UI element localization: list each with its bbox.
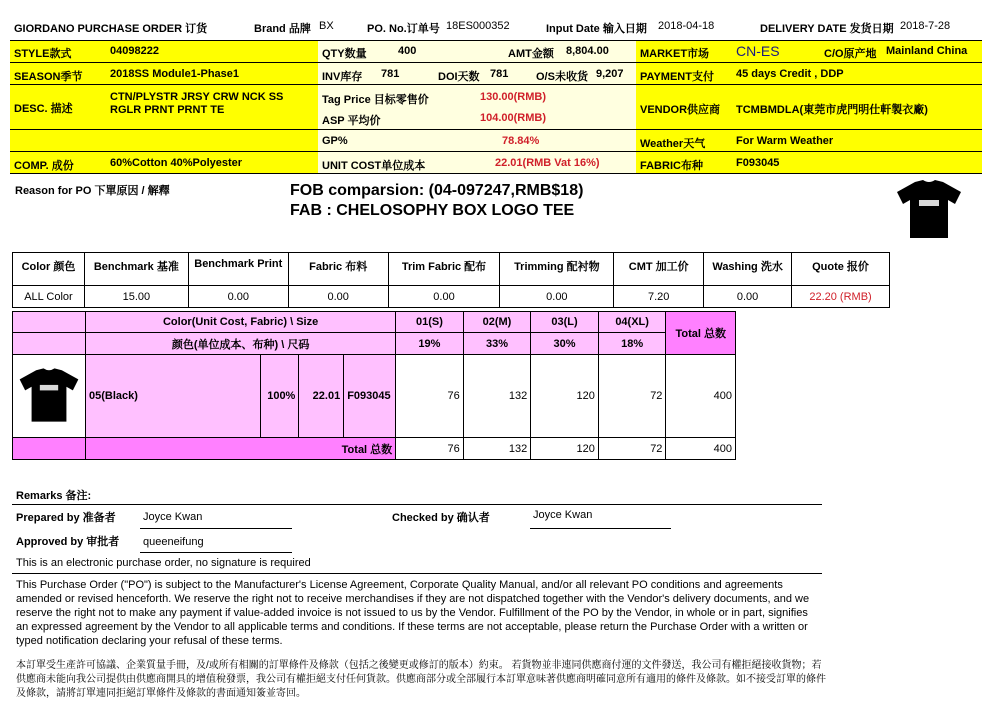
brand-value: BX — [319, 20, 334, 32]
market-value: CN-ES — [736, 43, 780, 59]
brand-label: Brand 品牌 — [254, 23, 311, 35]
terms-divider — [12, 573, 822, 574]
col-cmt: CMT 加工价 — [614, 253, 704, 286]
product-tshirt-icon — [893, 178, 965, 240]
market-label: MARKET市场 — [640, 48, 710, 60]
payment-value: 45 days Credit , DDP — [736, 68, 844, 80]
total-blank — [13, 438, 86, 460]
row-pct: 100% — [261, 355, 299, 438]
origin-label: C/O原产地 — [824, 48, 877, 60]
gp-label: GP% — [322, 135, 348, 147]
approved-by-underline — [140, 552, 292, 553]
desc-label: DESC. 描述 — [14, 103, 73, 115]
col-quote: Quote 报价 — [792, 253, 890, 286]
order-info-grid — [10, 40, 982, 174]
qty-value: 400 — [398, 45, 417, 57]
weather-label: Weather天气 — [640, 138, 706, 150]
origin-value: Mainland China — [886, 45, 968, 57]
row-qty-l: 120 — [531, 355, 599, 438]
size-header-row — [13, 312, 736, 333]
os-value: 9,207 — [596, 68, 624, 80]
delivery-date-label: DELIVERY DATE 发货日期 — [760, 23, 894, 35]
checked-by-underline — [530, 528, 671, 529]
col-benchmark-print: Benchmark Print — [188, 253, 288, 286]
cell-quote: 22.20 (RMB) — [792, 286, 890, 308]
comp-value: 60%Cotton 40%Polyester — [110, 157, 243, 169]
col-fabric: Fabric 布料 — [288, 253, 388, 286]
total-qty-s: 76 — [396, 438, 464, 460]
size-header-cn: 颜色(单位成本、布种) \ 尺码 — [86, 333, 396, 355]
desc-value: CTN/PLYSTR JRSY CRW NCK SS RGLR PRNT PRNT TE — [110, 91, 284, 116]
total-qty-xl: 72 — [598, 438, 666, 460]
inv-row — [318, 63, 636, 85]
asp-value: 104.00(RMB) — [480, 112, 547, 124]
unit-cost-value: 22.01(RMB Vat 16%) — [495, 157, 600, 169]
col-washing: Washing 洗水 — [704, 253, 792, 286]
unit-cost-row — [318, 152, 636, 174]
remarks-label: Remarks 备注: — [16, 490, 92, 502]
cost-breakdown-table — [12, 252, 890, 308]
os-label: O/S未收货 — [536, 71, 588, 83]
info-right-column — [636, 41, 982, 173]
vendor-row — [636, 85, 982, 130]
tag-price-label: Tag Price 目标零售价 — [322, 94, 429, 106]
info-middle-column — [318, 41, 636, 173]
size-l: 03(L) — [531, 312, 599, 333]
row-fabric: F093045 — [344, 355, 396, 438]
comp-label: COMP. 成份 — [14, 160, 74, 172]
comp-row — [10, 152, 318, 174]
black-tshirt-icon — [16, 365, 82, 425]
reason-label: Reason for PO 下單原因 / 解釋 — [15, 185, 170, 197]
row-qty-xl: 72 — [598, 355, 666, 438]
cell-color: ALL Color — [13, 286, 85, 308]
unit-cost-label: UNIT COST单位成本 — [322, 160, 426, 172]
season-row — [10, 63, 318, 85]
row-total: 400 — [666, 355, 736, 438]
blank-row — [10, 130, 318, 152]
total-qty-m: 132 — [463, 438, 531, 460]
size-s: 01(S) — [396, 312, 464, 333]
size-xl: 04(XL) — [598, 312, 666, 333]
size-m: 02(M) — [463, 312, 531, 333]
terms-chinese: 本訂單受生產許可協議、企業質量手冊，及/或所有相關的訂單條件及條款（包括之後變更或修訂的版本）約束。 若貨物並非連同供應商付運的文件發送，我公司有權拒絕接收貨物；若供應商未能向我公司提供由供應商開具的增值稅發票，我公司有權拒絕支付任何貨款。供應商部分或全部履行本訂單意味著供應商明確同意所有適用的條件及條款。如不接受訂單的條件及條款，請將訂單連同拒絕訂單條件及條款的書面通知簽並寄回。 — [16, 660, 826, 699]
season-label: SEASON季节 — [14, 71, 83, 83]
cost-value-row — [13, 286, 890, 308]
grand-total: 400 — [666, 438, 736, 460]
weather-row — [636, 130, 982, 152]
size-header-en: Color(Unit Cost, Fabric) \ Size — [86, 312, 396, 333]
input-date-label: Input Date 输入日期 — [546, 23, 647, 35]
prepared-by-value: Joyce Kwan — [143, 511, 203, 523]
size-header-blank — [13, 312, 86, 333]
col-benchmark: Benchmark 基准 — [84, 253, 188, 286]
col-color: Color 颜色 — [13, 253, 85, 286]
tag-price-value: 130.00(RMB) — [480, 91, 547, 103]
amt-label: AMT金额 — [508, 48, 554, 60]
total-qty-l: 120 — [531, 438, 599, 460]
weather-value: For Warm Weather — [736, 135, 834, 147]
inv-label: INV库存 — [322, 71, 363, 83]
cell-washing: 0.00 — [704, 286, 792, 308]
price-row — [318, 85, 636, 130]
electronic-po-note: This is an electronic purchase order, no signature is required — [16, 557, 311, 569]
prepared-by-label: Prepared by 准备者 — [16, 512, 116, 524]
style-value: 04098222 — [110, 45, 159, 57]
qty-label: QTY数量 — [322, 48, 367, 60]
ratio-m: 33% — [463, 333, 531, 355]
info-left-column — [10, 41, 318, 173]
gp-value: 78.84% — [502, 135, 540, 147]
approved-by-label: Approved by 审批者 — [16, 536, 120, 548]
doi-label: DOI天数 — [438, 71, 480, 83]
po-number-label: PO. No.订单号 — [367, 23, 440, 35]
style-row — [10, 41, 318, 63]
season-value: 2018SS Module1-Phase1 — [110, 68, 240, 80]
reason-text — [290, 181, 583, 221]
style-label: STYLE款式 — [14, 48, 72, 60]
desc-row — [10, 85, 318, 130]
row-color: 05(Black) — [86, 355, 261, 438]
payment-label: PAYMENT支付 — [640, 71, 714, 83]
input-date-value: 2018-04-18 — [658, 20, 715, 32]
row-thumbnail — [13, 355, 86, 438]
cell-trimming: 0.00 — [500, 286, 614, 308]
fabric-label: FABRIC布种 — [640, 160, 703, 172]
cell-benchmark-print: 0.00 — [188, 286, 288, 308]
cell-trim-fabric: 0.00 — [388, 286, 500, 308]
fabric-row — [636, 152, 982, 174]
inv-value: 781 — [381, 68, 400, 80]
ratio-s: 19% — [396, 333, 464, 355]
vendor-value: TCMBMDLA(東莞市虎門明仕軒製衣廠) — [736, 104, 928, 116]
qty-row — [318, 41, 636, 63]
cost-header-row — [13, 253, 890, 286]
ratio-xl: 18% — [598, 333, 666, 355]
delivery-date-value: 2018-7-28 — [900, 20, 951, 32]
market-row — [636, 41, 982, 63]
doi-value: 781 — [490, 68, 509, 80]
fabric-value: F093045 — [736, 157, 780, 169]
cell-fabric: 0.00 — [288, 286, 388, 308]
row-qty-m: 132 — [463, 355, 531, 438]
approved-by-value: queeneifung — [143, 536, 204, 548]
size-breakdown-table — [12, 311, 736, 460]
po-number-value: 18ES000352 — [446, 20, 510, 32]
col-trimming: Trimming 配衬物 — [500, 253, 614, 286]
row-unit-cost: 22.01 — [299, 355, 344, 438]
cell-benchmark: 15.00 — [84, 286, 188, 308]
terms-english: This Purchase Order ("PO") is subject to the Manufacturer's License Agreement, Corporate Quality Manual, and/or all relevant PO conditions and agreements amended or revised henceforth. We reserve the right not to receive merchandises if they are not dispatched together with the Vendor's delivery documents, and we reserve the right not to make any payment if value-added invoice is not issued to us by the Vendor. Fulfillment of the PO by the Vendor, in whole or in part, signifies an expressed agreement by the Vendor to all applicable terms and conditions. If these terms are not acceptable, please return the Purchase Order with a written or typed notification declaring your refusal of these terms. — [16, 579, 810, 647]
fab-description: FAB : CHELOSOPHY BOX LOGO TEE — [290, 202, 575, 219]
ratio-l: 30% — [531, 333, 599, 355]
ratio-blank — [13, 333, 86, 355]
vendor-label: VENDOR供应商 — [640, 104, 721, 116]
amt-value: 8,804.00 — [566, 45, 609, 57]
size-total-row — [13, 438, 736, 460]
gp-row — [318, 130, 636, 152]
remarks-divider — [12, 504, 822, 505]
col-trim-fabric: Trim Fabric 配布 — [388, 253, 500, 286]
size-data-row — [13, 355, 736, 438]
checked-by-value: Joyce Kwan — [533, 509, 593, 521]
payment-row — [636, 63, 982, 85]
po-title: GIORDANO PURCHASE ORDER 订货 — [14, 23, 208, 35]
cell-cmt: 7.20 — [614, 286, 704, 308]
size-total-header: Total 总数 — [666, 312, 736, 355]
total-label: Total 总数 — [86, 438, 396, 460]
asp-label: ASP 平均价 — [322, 115, 381, 127]
fob-comparison: FOB comparsion: (04-097247,RMB$18) — [290, 182, 584, 199]
row-qty-s: 76 — [396, 355, 464, 438]
size-ratio-row — [13, 333, 736, 355]
checked-by-label: Checked by 确认者 — [392, 512, 490, 524]
prepared-by-underline — [140, 528, 292, 529]
